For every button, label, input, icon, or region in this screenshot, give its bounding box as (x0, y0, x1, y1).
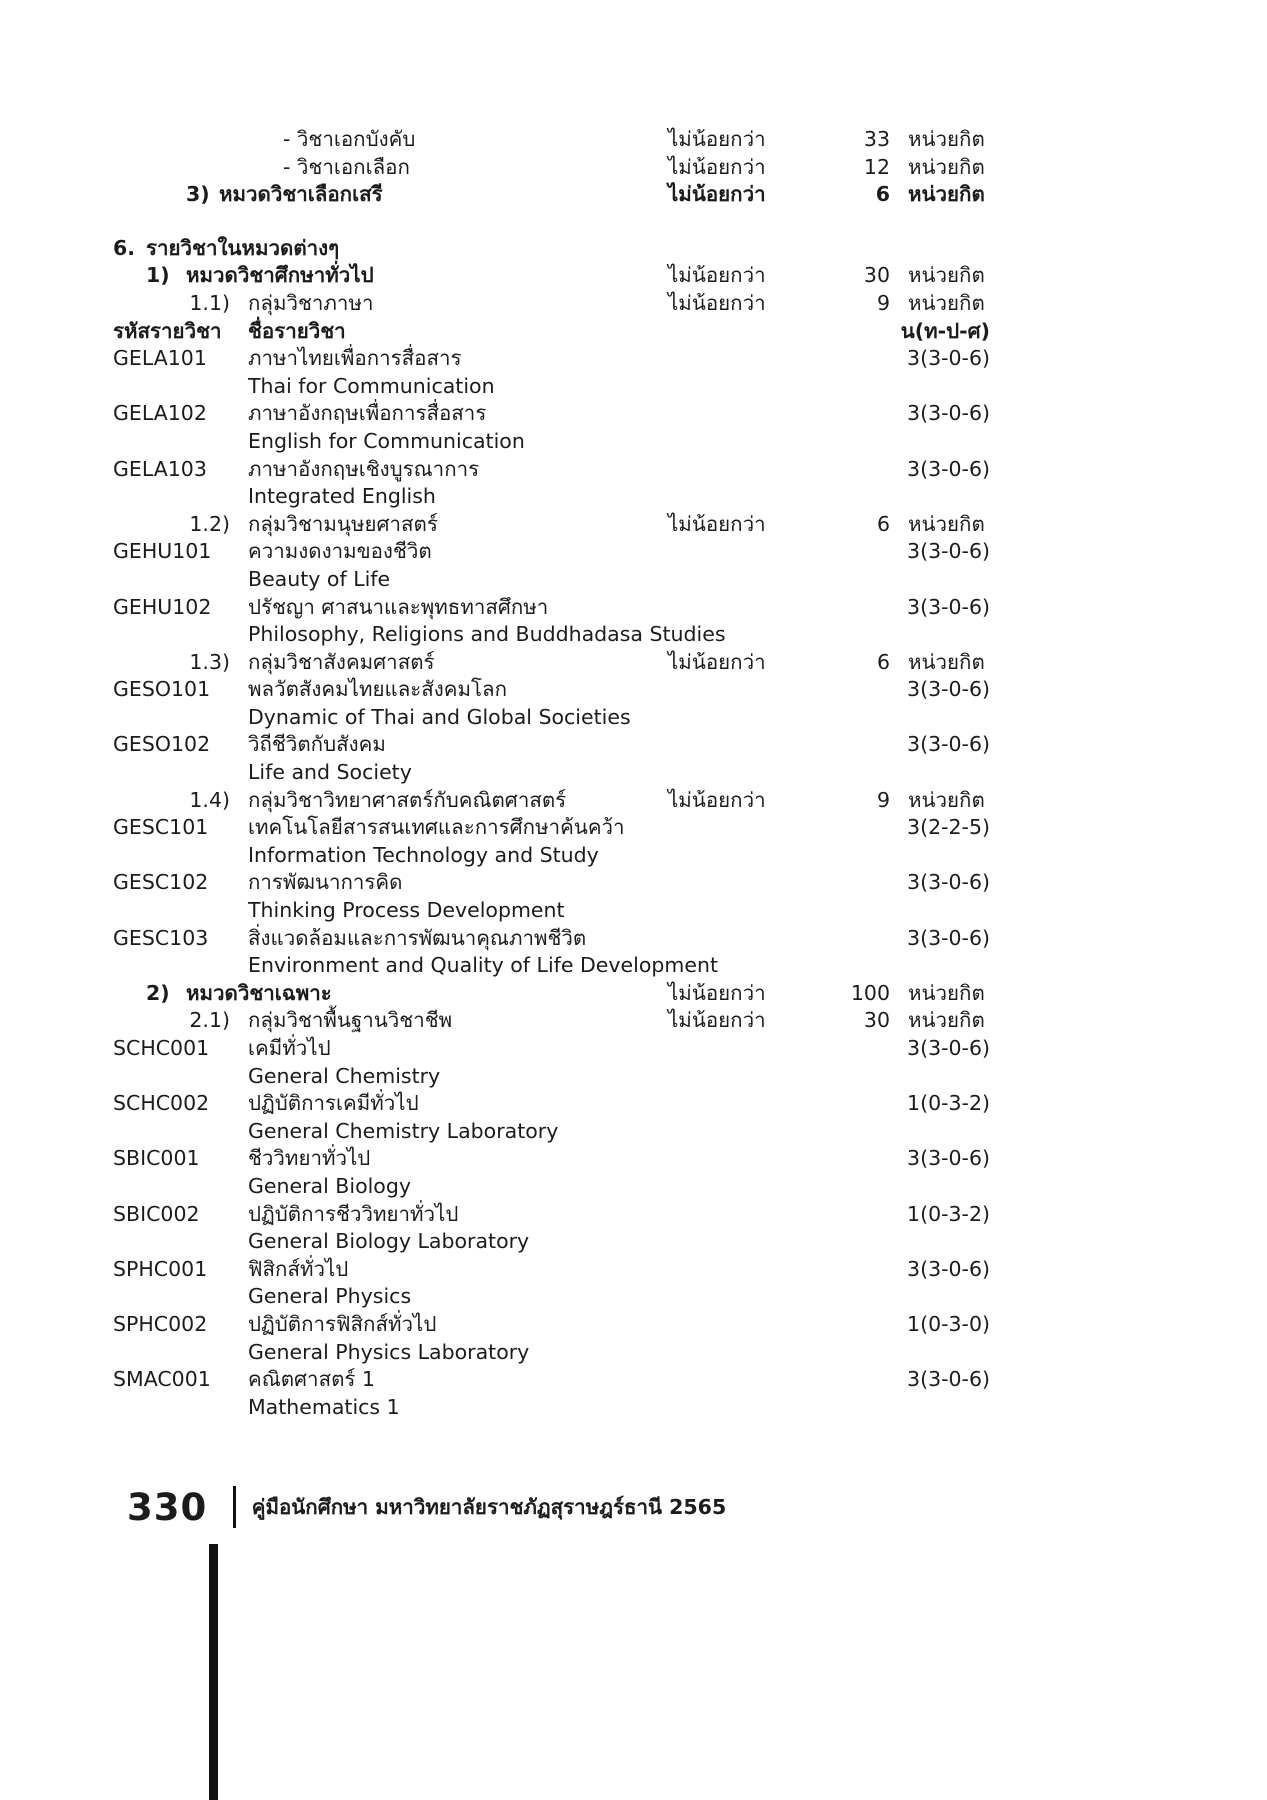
credit-structure: 3(3-0-6) (907, 594, 990, 619)
credits-value: 6 (876, 511, 890, 536)
row-right-zone (653, 181, 990, 209)
course-title-th: การพัฒนาการคิด (248, 870, 403, 895)
english-name-row (113, 1063, 990, 1091)
section-title: หมวดวิชาศึกษาทั่วไป (186, 263, 374, 288)
course-title-en: General Physics Laboratory (248, 1339, 530, 1364)
row-right-zone (653, 731, 990, 759)
row-right-zone (653, 538, 990, 566)
course-table (113, 126, 990, 1421)
course-title-th: ความงดงามของชีวิต (248, 539, 432, 564)
min-requirement-label: ไม่น้อยกว่า (668, 263, 766, 288)
course-title-en: General Biology Laboratory (248, 1229, 530, 1254)
course-code: SCHC001 (113, 1036, 210, 1060)
credits-value: 6 (876, 649, 890, 674)
credit-structure: 3(3-0-6) (907, 1256, 990, 1281)
row-right-zone (653, 980, 990, 1008)
english-name-row (113, 373, 990, 401)
handbook-title: คู่มือนักศึกษา มหาวิทยาลัยราชภัฏสุราษฎร์ธานี 2565 (251, 1494, 727, 1519)
course-title-th: ภาษาอังกฤษเพื่อการสื่อสาร (248, 401, 487, 426)
section-number: 2) (146, 980, 170, 1005)
course-title-th: ภาษาไทยเพื่อการสื่อสาร (248, 346, 462, 371)
section-heading-row (113, 980, 990, 1008)
credits-unit-label: หน่วยกิต (908, 511, 985, 536)
course-row (113, 869, 990, 897)
course-title-th: ปฏิบัติการฟิสิกส์ทั่วไป (248, 1311, 437, 1336)
credits-unit-label: หน่วยกิต (908, 649, 985, 674)
min-requirement-label: ไม่น้อยกว่า (668, 127, 766, 151)
course-code: SCHC002 (113, 1091, 210, 1116)
row-right-zone (653, 787, 990, 815)
course-title-en: Integrated English (248, 484, 436, 509)
course-title-en: General Biology (248, 1173, 411, 1198)
course-row (113, 1035, 990, 1063)
section-title: กลุ่มวิชาสังคมศาสตร์ (248, 649, 435, 674)
credits-unit-label: หน่วยกิต (908, 787, 985, 812)
course-row (113, 594, 990, 622)
course-code: GESC103 (113, 925, 209, 950)
summary-item-label: - วิชาเอกบังคับ (283, 127, 416, 151)
min-requirement-label: ไม่น้อยกว่า (668, 182, 766, 207)
course-row (113, 676, 990, 704)
min-requirement-label: ไม่น้อยกว่า (668, 980, 766, 1005)
section-number: 2.1) (189, 1008, 230, 1033)
credit-structure: 3(2-2-5) (907, 815, 990, 840)
section-number: 1.2) (189, 511, 230, 536)
course-row (113, 345, 990, 373)
row-right-zone (653, 456, 990, 484)
row-right-zone (653, 1201, 990, 1229)
page-footer (127, 1484, 726, 1530)
course-row (113, 1366, 990, 1394)
credit-structure: 3(3-0-6) (907, 870, 990, 895)
course-row (113, 538, 990, 566)
credit-structure: 3(3-0-6) (907, 1367, 990, 1392)
section-title: กลุ่มวิชามนุษยศาสตร์ (248, 511, 438, 536)
course-title-en: Information Technology and Study (248, 842, 599, 867)
credit-structure: 3(3-0-6) (907, 677, 990, 702)
row-right-zone (653, 1366, 990, 1394)
course-title-th: ชีววิทยาทั่วไป (248, 1146, 371, 1171)
credits-value: 30 (863, 1008, 890, 1033)
section-number: 1) (146, 263, 170, 288)
credits-unit-label: หน่วยกิต (908, 290, 985, 315)
bottom-margin-rule (209, 1544, 218, 1800)
course-row (113, 1201, 990, 1229)
summary-item-label: - วิชาเอกเลือก (283, 154, 410, 179)
credit-structure: 3(3-0-6) (907, 539, 990, 564)
row-right-zone (653, 1007, 990, 1035)
credits-unit-label: หน่วยกิต (908, 980, 985, 1005)
subsection-row (113, 787, 990, 815)
subsection-row (113, 290, 990, 318)
credit-structure: 1(0-3-0) (907, 1311, 990, 1336)
course-code: GEHU102 (113, 594, 212, 619)
course-title-en: Mathematics 1 (248, 1394, 400, 1419)
row-spacer (113, 209, 990, 235)
course-title-en: Life and Society (248, 760, 412, 785)
section-heading-row (113, 181, 990, 209)
course-title-en: English for Communication (248, 428, 525, 453)
row-right-zone (653, 511, 990, 539)
section-heading-row (113, 262, 990, 290)
credit-structure: 1(0-3-2) (907, 1091, 990, 1116)
course-title-th: ปฏิบัติการชีววิทยาทั่วไป (248, 1201, 459, 1226)
section-heading-row (113, 235, 990, 263)
course-row (113, 1256, 990, 1284)
summary-row (113, 154, 990, 182)
row-right-zone (653, 594, 990, 622)
section-title: กลุ่มวิชาวิทยาศาสตร์กับคณิตศาสตร์ (248, 787, 567, 812)
course-title-th: เทคโนโลยีสารสนเทศและการศึกษาค้นคว้า (248, 815, 625, 840)
course-code: GESC102 (113, 870, 209, 895)
english-name-row (113, 1173, 990, 1201)
english-name-row (113, 842, 990, 870)
course-code: SPHC002 (113, 1311, 208, 1336)
course-title-en: Environment and Quality of Life Development (248, 953, 719, 978)
row-right-zone (653, 1035, 990, 1063)
row-right-zone (653, 925, 990, 953)
credits-value: 12 (863, 154, 890, 179)
english-name-row (113, 1283, 990, 1311)
subsection-row (113, 511, 990, 539)
credits-unit-label: หน่วยกิต (908, 154, 985, 179)
section-number: 3) (186, 182, 210, 207)
course-code: SBIC001 (113, 1146, 200, 1171)
section-number: 1.1) (189, 290, 230, 315)
row-right-zone (653, 154, 990, 182)
row-right-zone (653, 676, 990, 704)
english-name-row (113, 897, 990, 925)
course-row (113, 731, 990, 759)
credits-unit-label: หน่วยกิต (908, 127, 985, 151)
course-code: SBIC002 (113, 1201, 200, 1226)
credit-structure: 3(3-0-6) (907, 925, 990, 950)
section-title: หมวดวิชาเลือกเสรี (219, 182, 383, 207)
section-title: กลุ่มวิชาพื้นฐานวิชาชีพ (248, 1008, 453, 1033)
row-right-zone (653, 345, 990, 373)
row-right-zone (653, 1145, 990, 1173)
credit-structure: 3(3-0-6) (907, 456, 990, 481)
course-code: GESC101 (113, 815, 209, 840)
course-row (113, 1311, 990, 1339)
credits-unit-label: หน่วยกิต (908, 182, 985, 207)
course-title-en: Dynamic of Thai and Global Societies (248, 704, 631, 729)
row-right-zone (653, 290, 990, 318)
english-name-row (113, 759, 990, 787)
course-title-en: General Physics (248, 1284, 412, 1309)
min-requirement-label: ไม่น้อยกว่า (668, 1008, 766, 1033)
credits-value: 9 (876, 290, 890, 315)
footer-divider (233, 1486, 236, 1528)
credits-unit-label: หน่วยกิต (908, 263, 985, 288)
credit-structure: 3(3-0-6) (907, 1036, 990, 1060)
min-requirement-label: ไม่น้อยกว่า (668, 649, 766, 674)
course-title-th: ปฏิบัติการเคมีทั่วไป (248, 1091, 419, 1116)
course-row (113, 400, 990, 428)
course-title-th: สิ่งแวดล้อมและการพัฒนาคุณภาพชีวิต (248, 925, 587, 950)
credits-value: 9 (876, 787, 890, 812)
credits-value: 6 (875, 182, 890, 207)
course-title-th: พลวัตสังคมไทยและสังคมโลก (248, 677, 508, 702)
row-right-zone (653, 869, 990, 897)
course-title-en: Thinking Process Development (248, 898, 565, 923)
course-code: GELA103 (113, 456, 207, 481)
course-code: GESO101 (113, 677, 211, 702)
course-title-th: ฟิสิกส์ทั่วไป (248, 1256, 349, 1281)
course-title-en: Thai for Communication (248, 373, 495, 398)
row-right-zone (653, 318, 990, 346)
row-right-zone (653, 126, 990, 154)
summary-row (113, 126, 990, 154)
row-right-zone (653, 1090, 990, 1118)
english-name-row (113, 952, 990, 980)
page-number: 330 (127, 1485, 208, 1529)
row-right-zone (653, 1311, 990, 1339)
english-name-row (113, 428, 990, 456)
english-name-row (113, 1228, 990, 1256)
english-name-row (113, 1118, 990, 1146)
row-right-zone (653, 262, 990, 290)
credit-structure: 3(3-0-6) (907, 346, 990, 371)
credit-structure: 3(3-0-6) (907, 732, 990, 757)
section-number: 1.3) (189, 649, 230, 674)
course-row (113, 814, 990, 842)
row-right-zone (653, 400, 990, 428)
credit-structure: 1(0-3-2) (907, 1201, 990, 1226)
credit-structure: 3(3-0-6) (907, 401, 990, 426)
english-name-row (113, 483, 990, 511)
english-name-row (113, 704, 990, 732)
course-row (113, 456, 990, 484)
min-requirement-label: ไม่น้อยกว่า (668, 154, 766, 179)
course-title-en: General Chemistry (248, 1063, 441, 1088)
row-right-zone (653, 1256, 990, 1284)
course-code: GELA101 (113, 346, 207, 371)
section-title: กลุ่มวิชาภาษา (248, 290, 374, 315)
credits-value: 100 (850, 980, 890, 1005)
english-name-row (113, 566, 990, 594)
min-requirement-label: ไม่น้อยกว่า (668, 511, 766, 536)
column-header-code: รหัสรายวิชา (113, 318, 222, 343)
course-title-th: ภาษาอังกฤษเชิงบูรณาการ (248, 456, 480, 481)
credit-structure: 3(3-0-6) (907, 1146, 990, 1171)
row-right-zone (653, 814, 990, 842)
course-title-en: Philosophy, Religions and Buddhadasa Studies (248, 622, 726, 647)
course-code: SPHC001 (113, 1256, 208, 1281)
course-title-th: เคมีทั่วไป (248, 1036, 331, 1060)
course-code: SMAC001 (113, 1367, 211, 1392)
section-title: หมวดวิชาเฉพาะ (186, 980, 332, 1005)
course-title-en: Beauty of Life (248, 566, 391, 591)
english-name-row (113, 621, 990, 649)
course-row (113, 925, 990, 953)
credits-unit-label: หน่วยกิต (908, 1008, 985, 1033)
column-header-row (113, 318, 990, 346)
course-title-th: คณิตศาสตร์ 1 (248, 1367, 375, 1392)
course-title-th: วิถีชีวิตกับสังคม (248, 732, 386, 757)
section-number: 6. (113, 235, 136, 260)
section-number: 1.4) (189, 787, 230, 812)
course-title-th: ปรัชญา ศาสนาและพุทธทาสศึกษา (248, 594, 549, 619)
course-code: GESO102 (113, 732, 211, 757)
course-row (113, 1145, 990, 1173)
min-requirement-label: ไม่น้อยกว่า (668, 290, 766, 315)
subsection-row (113, 1007, 990, 1035)
subsection-row (113, 649, 990, 677)
course-row (113, 1090, 990, 1118)
row-right-zone (653, 649, 990, 677)
course-code: GEHU101 (113, 539, 212, 564)
credits-value: 33 (863, 127, 890, 151)
english-name-row (113, 1394, 990, 1422)
column-header-credit: น(ท-ป-ศ) (900, 318, 990, 343)
course-code: GELA102 (113, 401, 207, 426)
section-title: รายวิชาในหมวดต่างๆ (146, 235, 340, 260)
credits-value: 30 (863, 263, 890, 288)
column-header-title: ชื่อรายวิชา (248, 318, 346, 343)
english-name-row (113, 1339, 990, 1367)
course-title-en: General Chemistry Laboratory (248, 1118, 559, 1143)
min-requirement-label: ไม่น้อยกว่า (668, 787, 766, 812)
